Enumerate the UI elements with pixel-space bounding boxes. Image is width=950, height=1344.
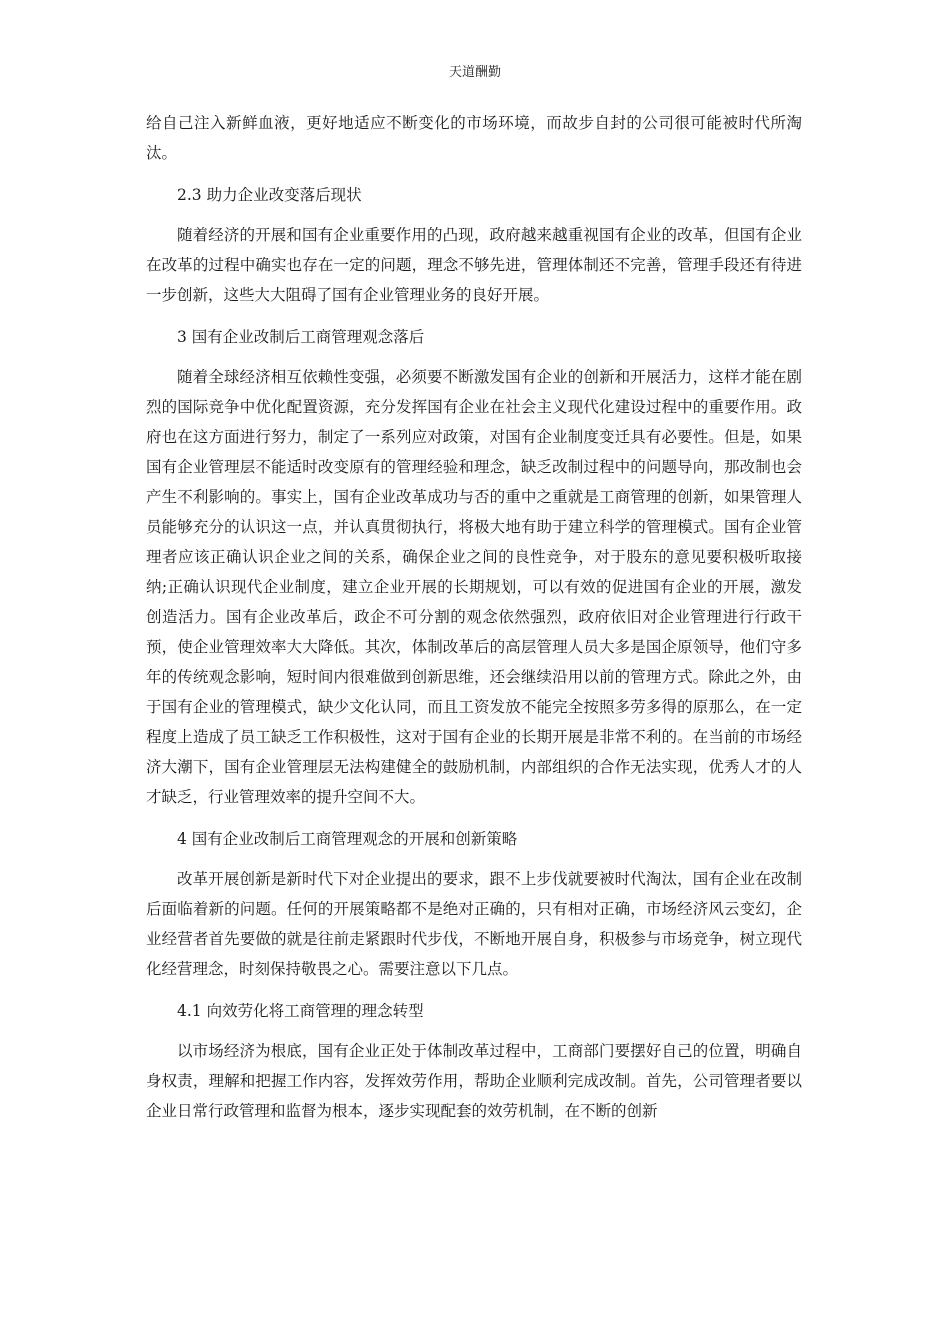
paragraph: 改革开展创新是新时代下对企业提出的要求，跟不上步伐就要被时代淘汰，国有企业在改制后面临着新的问题。任何的开展策略都不是绝对正确的，只有相对正确，市场经济风云变幻，企业经营者首先要做的就是往前走紧跟时代步伐，不断地开展自身，积极参与市场竞争，树立现代化经营理念，时刻保持敬畏之心。需要注意以下几点。 [146,870,802,978]
document-body [146,108,802,1126]
section-heading-2-3: 2.3 助力企业改变落后现状 [177,186,362,204]
page-header: 天道酬勤 [448,65,501,80]
paragraph: 以市场经济为根底，国有企业正处于体制改革过程中，工商部门要摆好自己的位置，明确自身权责，理解和把握工作内容，发挥效劳作用，帮助企业顺利完成改制。首先，公司管理者要以企业日常行政管理和监督为根本，逐步实现配套的效劳机制，在不断的创新 [146,1042,802,1120]
paragraph: 随着全球经济相互依赖性变强，必须要不断激发国有企业的创新和开展活力，这样才能在剧烈的国际竞争中优化配置资源，充分发挥国有企业在社会主义现代化建设过程中的重要作用。政府也在这方面进行努力，制定了一系列应对政策，对国有企业制度变迁具有必要性。但是，如果国有企业管理层不能适时改变原有的管理经验和理念，缺乏改制过程中的问题导向，那改制也会产生不利影响的。事实上，国有企业改革成功与否的重中之重就是工商管理的创新，如果管理人员能够充分的认识这一点，并认真贯彻执行，将极大地有助于建立科学的管理模式。国有企业管理者应该正确认识企业之间的关系，确保企业之间的良性竞争，对于股东的意见要积极听取接纳;正确认识现代企业制度，建立企业开展的长期规划，可以有效的促进国有企业的开展，激发创造活力。国有企业改革后，政企不可分割的观念依然强烈，政府依旧对企业管理进行行政干预，使企业管理效率大大降低。其次，体制改革后的高层管理人员大多是国企原领导，他们守多年的传统观念影响，短时间内很难做到创新思维，还会继续沿用以前的管理方式。除此之外，由于国有企业的管理模式，缺少文化认同，而且工资发放不能完全按照多劳多得的原那么，在一定程度上造成了员工缺乏工作积极性，这对于国有企业的长期开展是非常不利的。在当前的市场经济大潮下，国有企业管理层无法构建健全的鼓励机制，内部组织的合作无法实现，优秀人才的人才缺乏，行业管理效率的提升空间不大。 [146,368,802,806]
section-heading-4: 4 国有企业改制后工商管理观念的开展和创新策略 [177,830,518,848]
section-heading-4-1: 4.1 向效劳化将工商管理的理念转型 [177,1002,424,1020]
paragraph: 随着经济的开展和国有企业重要作用的凸现，政府越来越重视国有企业的改革，但国有企业在改革的过程中确实也存在一定的问题，理念不够先进，管理体制还不完善，管理手段还有待进一步创新，这些大大阻碍了国有企业管理业务的良好开展。 [146,226,802,304]
section-heading-3: 3 国有企业改制后工商管理观念落后 [177,328,425,346]
paragraph-continuation: 给自己注入新鲜血液，更好地适应不断变化的市场环境，而故步自封的公司很可能被时代所淘汰。 [146,114,802,162]
